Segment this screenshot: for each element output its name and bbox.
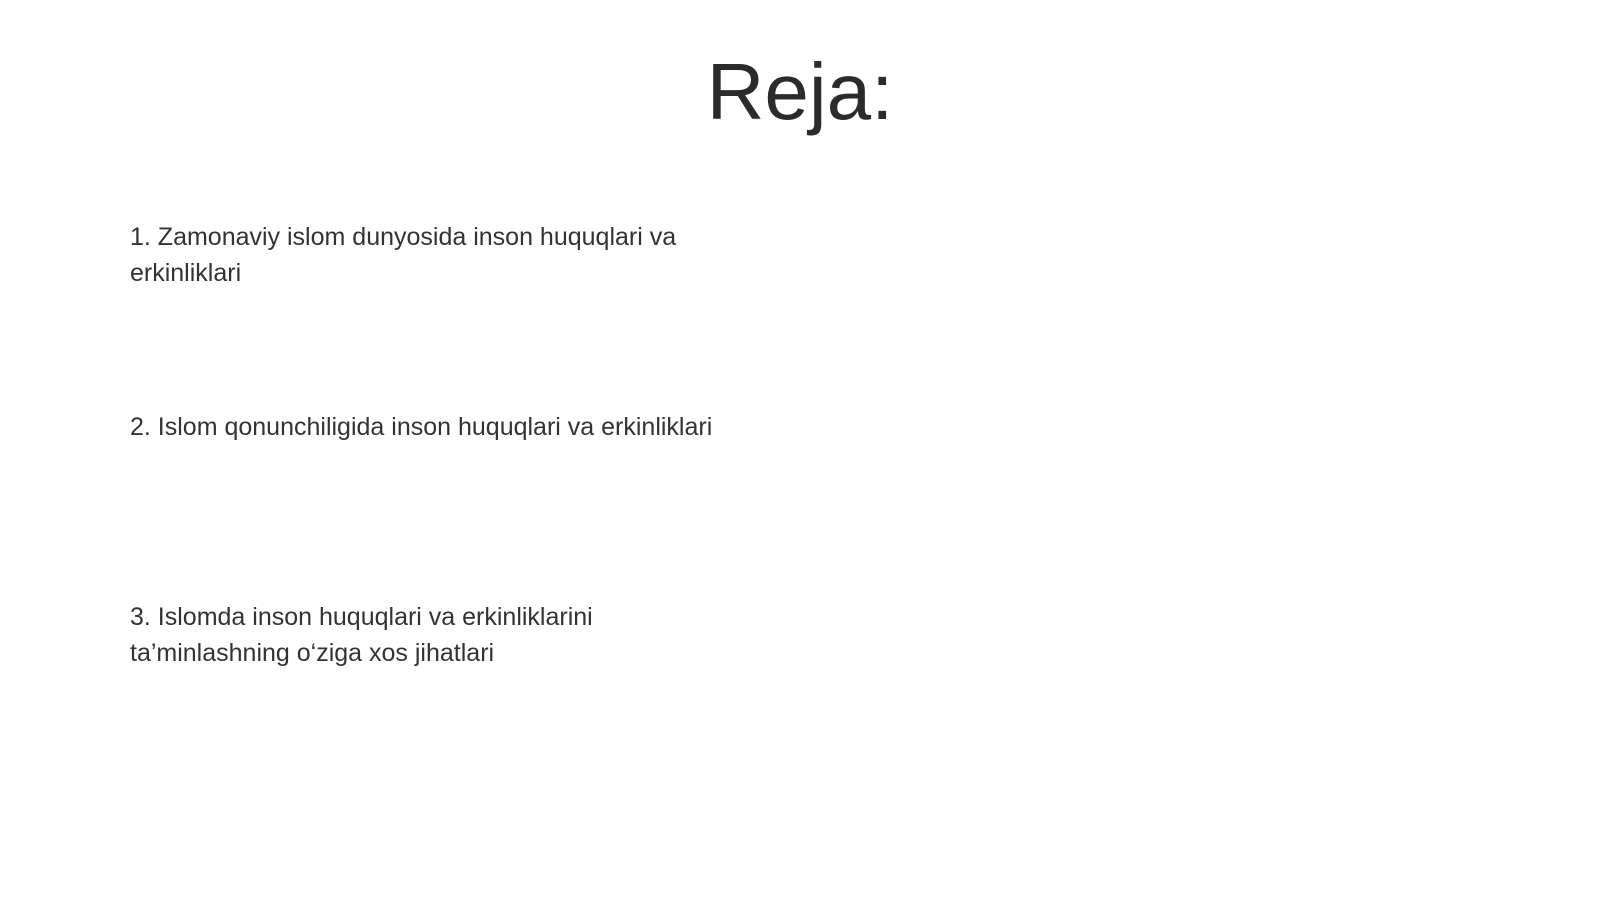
plan-item-1: 1. Zamonaviy islom dunyosida inson huquqlari va erkinliklari bbox=[130, 223, 677, 287]
plan-item-2: 2. Islom qonunchiligida inson huquqlari va erkinliklari bbox=[130, 413, 713, 441]
slide-title: Reja: bbox=[706, 47, 894, 136]
plan-item-3: 3. Islomda inson huquqlari va erkinliklarini ta’minlashning o‘ziga xos jihatlari bbox=[130, 603, 593, 667]
